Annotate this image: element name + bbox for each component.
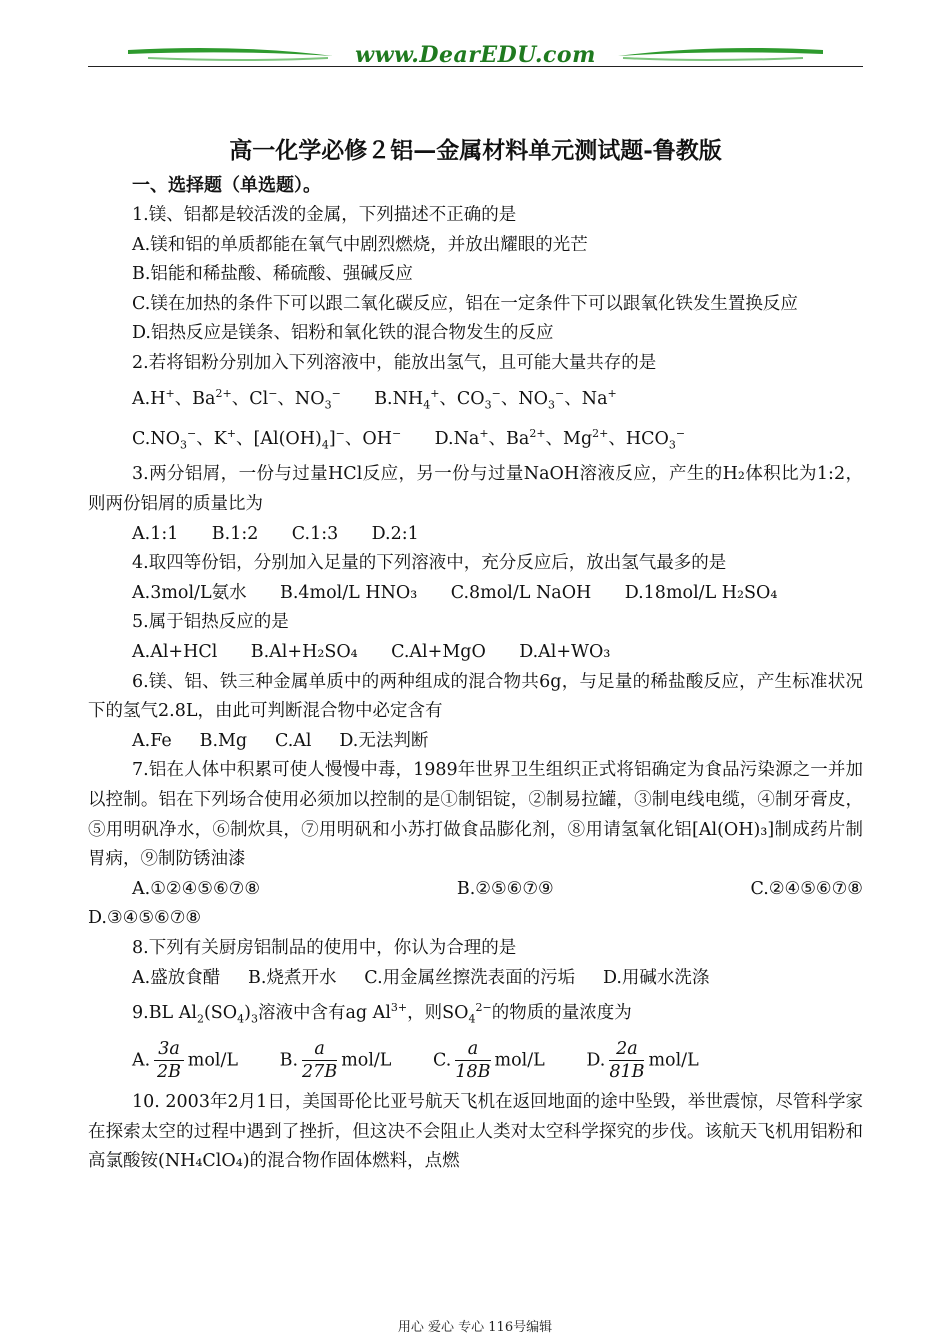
question-2-stem: 2.若将铝粉分别加入下列溶液中，能放出氢气，且可能大量共存的是 (132, 352, 657, 373)
question-9-stem: 9.BL $Al_2(SO_4)_3$溶液中含有ag $Al^{3+}$，则$SO_4^{2-}$的物质的量浓度为 (132, 1001, 632, 1026)
question-3-options (88, 520, 863, 550)
q9-option-b (280, 1038, 392, 1083)
question-1-option-d: D.铝热反应是镁条、铝粉和氧化铁的混合物发生的反应 (132, 323, 554, 344)
q9-c-label: C. (433, 1050, 452, 1071)
question-6-options (88, 727, 863, 757)
q7-c: C.②④⑤⑥⑦⑧ (750, 878, 863, 899)
q5-c: C.Al+MgO (391, 641, 486, 662)
q4-d: D.18mol/L H₂SO₄ (624, 582, 778, 603)
section-heading: 一、选择题（单选题）。 (132, 175, 321, 196)
q9-c-numerator: a (455, 1038, 490, 1061)
question-1-option-b: B.铝能和稀盐酸、稀硫酸、强碱反应 (132, 264, 413, 285)
question-2-options-cd: $C.NO_3^-$、K+、$[Al(OH)_4]^-$、OH− D.Na+、$Ba^{2+}$、$Mg^{2+}$、$HCO_3^-$ (132, 427, 686, 452)
q9-option-c (433, 1038, 545, 1083)
q9-b-denominator: 27B (302, 1062, 338, 1083)
question-4-stem: 4.取四等份铝，分别加入足量的下列溶液中，充分反应后，放出氢气最多的是 (132, 553, 727, 574)
q9-c-unit: mol/L (494, 1050, 545, 1071)
q9-c-fraction (455, 1038, 490, 1083)
q9-a-fraction (154, 1038, 184, 1083)
question-7-options-abc (88, 875, 863, 905)
q5-d: D.Al+WO₃ (519, 641, 611, 662)
q9-option-a (132, 1038, 238, 1083)
document-body (88, 131, 863, 1177)
question-1-option-c: C.镁在加热的条件下可以跟二氧化碳反应，铝在一定条件下可以跟氧化铁发生置换反应 (132, 293, 798, 314)
q4-a: A.3mol/L氨水 (132, 582, 247, 603)
q4-c: C.8mol/L NaOH (450, 582, 592, 603)
q9-a-denominator: 2B (156, 1062, 181, 1083)
question-6-stem: 6.镁、铝、铁三种金属单质中的两种组成的混合物共6g，与足量的稀盐酸反应，产生标准状况下的氢气2.8L，由此可判断混合物中必定含有 (88, 671, 863, 722)
site-header (88, 36, 863, 76)
question-1-option-a: A.镁和铝的单质都能在氧气中剧烈燃烧，并放出耀眼的光芒 (132, 234, 588, 255)
question-5-options (88, 638, 863, 668)
q9-c-denominator: 18B (455, 1062, 491, 1083)
q9-d-denominator: 81B (609, 1062, 645, 1083)
q3-d: D.2:1 (371, 523, 419, 544)
q8-b: B.烧煮开水 (248, 967, 337, 988)
q8-a: A.盛放食醋 (132, 967, 221, 988)
q6-a: A.Fe (132, 730, 172, 751)
question-3-stem: 3.两分铝屑，一份与过量HCl反应，另一份与过量NaOH溶液反应，产生的H₂体积比为1:2，则两份铝屑的质量比为 (88, 464, 863, 514)
question-2-options-ab: A.H+、$Ba^{2+}$、Cl−、$NO_3^-$ $B.NH_4^+$、$CO_3^-$、$NO_3^-$、Na+ (132, 386, 617, 411)
question-9-options (88, 1038, 863, 1086)
q9-b-label: B. (279, 1050, 299, 1071)
question-8-options (88, 964, 863, 994)
q9-a-numerator: 3a (154, 1038, 184, 1061)
q6-d: D.无法判断 (339, 730, 429, 751)
question-4-options (88, 579, 863, 609)
q5-a: A.Al+HCl (132, 641, 218, 662)
question-7-stem: 7.铝在人体中积累可使人慢慢中毒，1989年世界卫生组织正式将铝确定为食品污染源之一并加以控制。铝在下列场合使用必须加以控制的是①制铝锭，②制易拉罐，③制电线电缆，④制牙膏皮，⑤用明矾净水，⑥制炊具，⑦用明矾和小苏打做食品膨化剂，⑧用请氢氧化铝[Al(OH)₃]制成药片制胃病，⑨制防锈油漆 (88, 760, 863, 870)
q4-b: B.4mol/L HNO₃ (279, 582, 418, 603)
q9-b-fraction (302, 1038, 337, 1083)
q9-option-d (586, 1038, 698, 1083)
q6-c: C.Al (274, 730, 312, 751)
q9-b-numerator: a (302, 1038, 337, 1061)
question-5-stem: 5.属于铝热反应的是 (132, 612, 289, 633)
q3-b: B.1:2 (211, 523, 259, 544)
q5-b: B.Al+H₂SO₄ (250, 641, 358, 662)
q7-b: B.②⑤⑥⑦⑨ (456, 878, 554, 899)
page-footer: 用心 爱心 专心 116号编辑 (397, 1320, 553, 1335)
q9-d-unit: mol/L (648, 1050, 699, 1071)
page-title: 高一化学必修２铝—金属材料单元测试题-鲁教版 (229, 137, 722, 164)
q9-b-unit: mol/L (341, 1050, 392, 1071)
site-logo[interactable]: www.DearEDU.com (355, 42, 596, 68)
question-7-option-d: D.③④⑤⑥⑦⑧ (88, 908, 202, 929)
q8-d: D.用碱水洗涤 (602, 967, 710, 988)
q9-d-fraction (609, 1038, 644, 1083)
q3-c: C.1:3 (291, 523, 339, 544)
header-rule (88, 66, 863, 67)
question-8-stem: 8.下列有关厨房铝制品的使用中，你认为合理的是 (132, 937, 517, 958)
q7-a: A.①②④⑤⑥⑦⑧ (132, 878, 261, 899)
q9-a-unit: mol/L (187, 1050, 239, 1071)
q9-d-label: D. (586, 1050, 606, 1071)
q9-d-numerator: 2a (609, 1038, 644, 1061)
q9-a-label: A. (132, 1050, 151, 1071)
q8-c: C.用金属丝擦洗表面的污垢 (364, 967, 576, 988)
q6-b: B.Mg (199, 730, 248, 751)
q3-a: A.1:1 (132, 523, 179, 544)
question-1-stem: 1.镁、铝都是较活泼的金属，下列描述不正确的是 (132, 205, 517, 225)
question-10-stem: 10. 2003年2月1日，美国哥伦比亚号航天飞机在返回地面的途中坠毁，举世震惊，尽管科学家在探索太空的过程中遇到了挫折，但这决不会阻止人类对太空科学探究的步伐。该航天飞机用铝粉和高氯酸铵(NH₄ClO₄)的混合物作固体燃料，点燃 (88, 1092, 863, 1172)
